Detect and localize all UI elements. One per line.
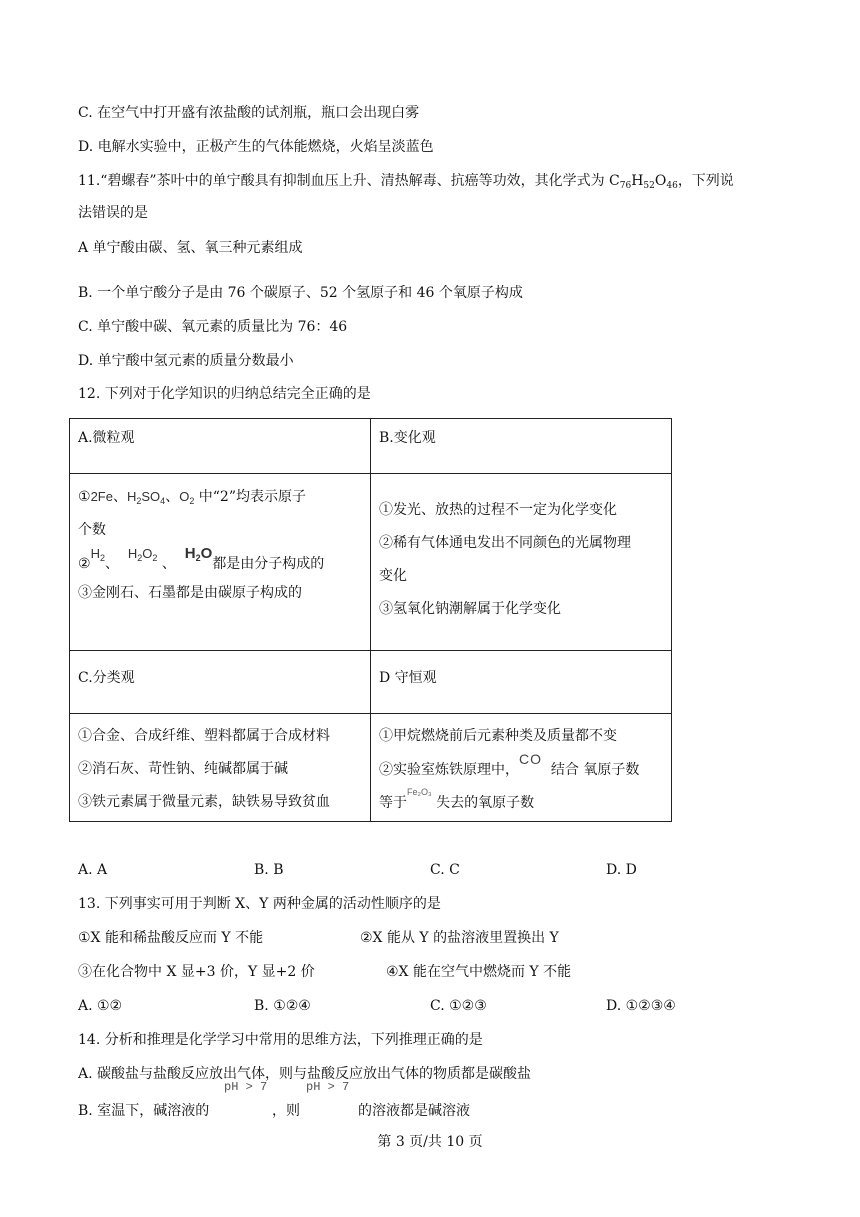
formula-h2so4: $H_2SO_4$ [126, 489, 166, 506]
cell-c-title: C.分类观 [70, 651, 371, 714]
q12-choice-b: B. B [254, 862, 284, 878]
formula-co: CO [519, 751, 542, 767]
a-item-1: ①2Fe、$H_2SO_4$、$O_2$ 中“2”均表示原子 [78, 489, 306, 506]
cell-d-title: D 守恒观 [371, 651, 672, 714]
formula-ph-gt-7-first: pH > 7 [224, 1080, 268, 1094]
q12-choice-c: C. C [430, 862, 460, 878]
q11-option-a: A 单宁酸由碳、氢、氧三种元素组成 [78, 240, 303, 256]
b-item-3: ③氢氧化钠潮解属于化学变化 [379, 601, 561, 617]
b-item-1: ①发光、放热的过程不一定为化学变化 [379, 502, 617, 518]
q14-option-b-part3: 的溶液都是碱溶液 [358, 1103, 470, 1119]
q14-stem: 14. 分析和推理是化学学习中常用的思维方法，下列推理正确的是 [78, 1032, 483, 1048]
q14-option-a: A. 碳酸盐与盐酸反应放出气体，则与盐酸反应放出气体的物质都是碳酸盐 [78, 1066, 532, 1082]
cell-d-content [371, 714, 672, 822]
a-item-3-clip [78, 581, 362, 601]
a-item-1-cont: 个数 [78, 522, 106, 538]
cell-b-content [371, 474, 672, 651]
formula-o2: $O_2$ [179, 489, 195, 506]
b-item-2-cont: 变化 [379, 568, 407, 584]
formula-ph-gt-7-second: pH > 7 [306, 1080, 350, 1094]
formula-h2o: $H_2O$ [184, 545, 213, 563]
a-item-3: ③金刚石、石墨都是由碳原子构成的 [78, 585, 302, 601]
cell-c-content [70, 714, 371, 822]
q13-choice-d: D. ①②③④ [606, 998, 676, 1014]
q13-choice-a: A. ①② [78, 998, 123, 1014]
formula-fe2o3: Fe₂O₃ [407, 787, 432, 797]
cell-a-title: A.微粒观 [70, 419, 371, 474]
q11-option-c: C. 单宁酸中碳、氧元素的质量比为 76：46 [78, 319, 348, 335]
q13-statement-3: ③在化合物中 X 显+3 价，Y 显+2 价 [78, 964, 315, 980]
c-item-2: ②消石灰、苛性钠、纯碱都属于碱 [78, 761, 288, 777]
formula-h2o2: $H_2O_2$ [127, 546, 158, 563]
q11-option-d: D. 单宁酸中氢元素的质量分数最小 [78, 353, 294, 369]
b-item-2: ②稀有气体通电发出不同颜色的光属物理 [379, 535, 631, 551]
q14-option-b-part2: ，则 [272, 1103, 300, 1119]
q12-choice-d: D. D [606, 862, 637, 878]
q13-choice-c: C. ①②③ [430, 998, 487, 1014]
q12-knowledge-table [69, 418, 672, 822]
q10-option-d: D. 电解水实验中，正极产生的气体能燃烧，火焰呈淡蓝色 [78, 139, 434, 155]
d-item-1: ①甲烷燃烧前后元素种类及质量都不变 [379, 728, 617, 744]
q11-option-b: B. 一个单宁酸分子是由 76 个碳原子、52 个氢原子和 46 个氧原子构成 [78, 285, 523, 301]
q13-statement-4: ④X 能在空气中燃烧而 Y 不能 [386, 964, 572, 980]
d-item-2: ②实验室炼铁原理中，CO 结合 氧原子数 [379, 751, 640, 778]
q12-stem: 12. 下列对于化学知识的归纳总结完全正确的是 [78, 386, 371, 402]
q14-option-b-part1: B. 室温下，碱溶液的 [78, 1103, 210, 1119]
q13-choice-b: B. ①②④ [254, 998, 311, 1014]
q12-choice-a: A. A [78, 862, 108, 878]
q13-statement-1: ①X 能和稀盐酸反应而 Y 不能 [78, 930, 264, 946]
a-item-2: $②H_2$、 $H_2O_2$ 、 $H_2O$都是由分子构成的 [78, 545, 325, 572]
q13-statement-2: ②X 能从 Y 的盐溶液里置换出 Y [360, 930, 559, 946]
cell-a-content [70, 474, 371, 651]
c-item-3: ③铁元素属于微量元素，缺铁易导致贫血 [78, 794, 330, 810]
q11-stem-continued: 法错误的是 [78, 205, 148, 221]
d-item-3: 等于$^{Fe_2O_3}$ 失去的氧原子数 [379, 787, 535, 811]
page-number-footer: 第 3 页/共 10 页 [377, 1134, 483, 1150]
cell-b-title: B.变化观 [371, 419, 672, 474]
formula-2fe: 2Fe [90, 489, 113, 504]
q10-option-c: C. 在空气中打开盛有浓盐酸的试剂瓶，瓶口会出现白雾 [78, 105, 420, 121]
c-item-1: ①合金、合成纤维、塑料都属于合成材料 [78, 728, 330, 744]
q11-stem: 11.“碧螺春”茶叶中的单宁酸具有抑制血压上升、清热解毒、抗癌等功效，其化学式为 $C_{76}H_{52}O_{46}$，下列说 [78, 173, 734, 191]
q13-stem: 13. 下列事实可用于判断 X、Y 两种金属的活动性顺序的是 [78, 896, 441, 912]
formula-h2: $H_2$ [90, 546, 105, 563]
